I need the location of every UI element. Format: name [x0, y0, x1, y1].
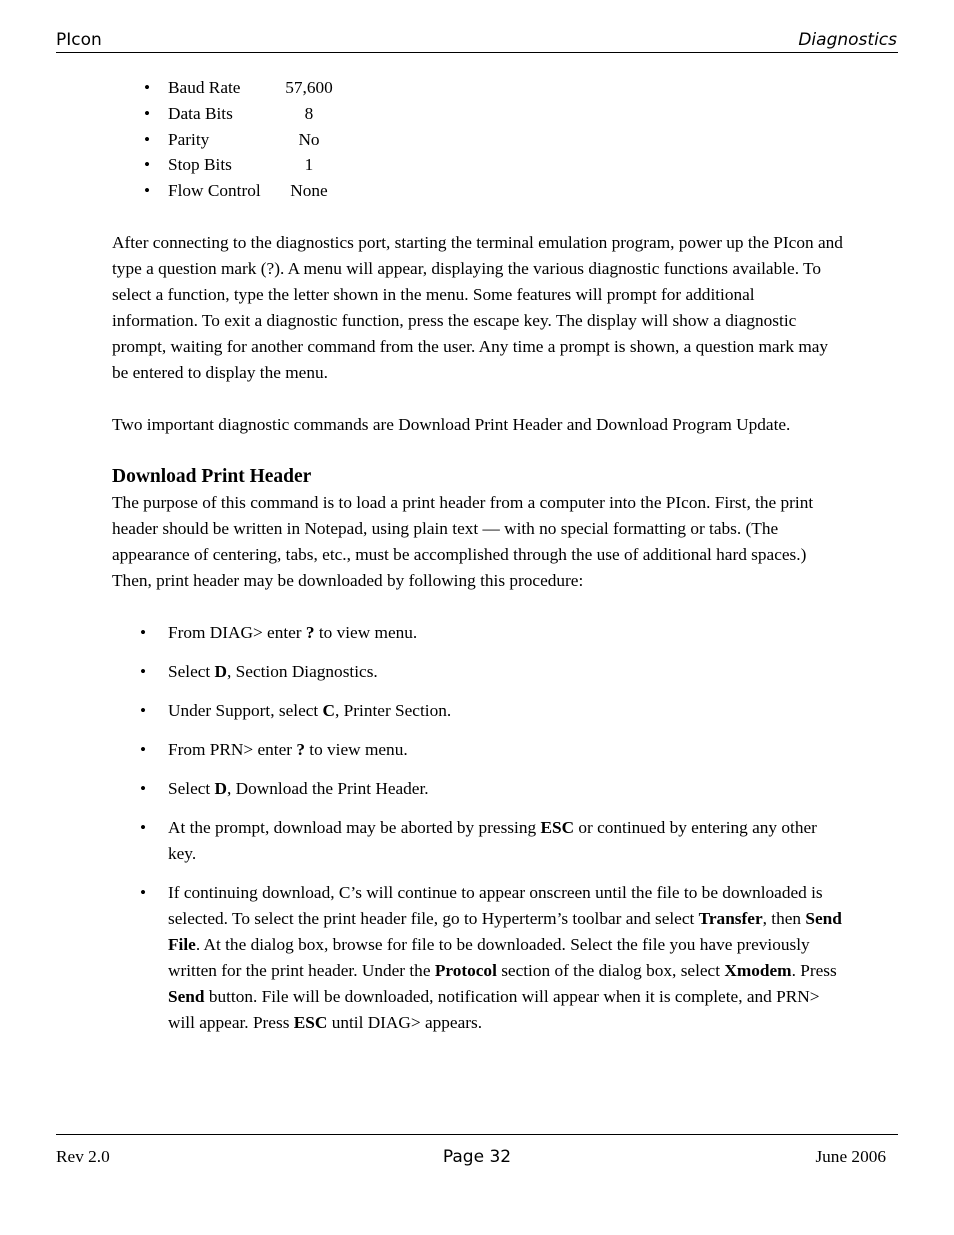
bullet-icon: • — [144, 181, 151, 201]
footer-page-number: Page 32 — [442, 1147, 512, 1167]
step-key: Protocol — [434, 960, 497, 980]
step-key: Send — [168, 986, 205, 1006]
step-text: , Section Diagnostics. — [227, 661, 378, 681]
list-item — [112, 776, 844, 802]
step-key: D — [214, 661, 228, 681]
list-item — [112, 880, 844, 1036]
bullet-icon: • — [140, 739, 147, 759]
step-text: section of the dialog box, select — [496, 960, 725, 980]
setting-value: No — [298, 129, 320, 149]
section-heading: Download Print Header — [112, 465, 312, 487]
bullet-icon: • — [144, 103, 151, 123]
step-key: Transfer — [698, 908, 763, 928]
spacer — [112, 204, 844, 230]
setting-key: Baud Rate — [168, 78, 241, 97]
setting-value: 8 — [304, 103, 314, 123]
header-section-name: Diagnostics — [798, 30, 897, 50]
step-key: C — [322, 700, 336, 720]
step-text: , Download the Print Header. — [227, 778, 429, 798]
setting-value: 1 — [304, 155, 314, 175]
step-key: ESC — [540, 817, 575, 837]
bullet-icon: • — [144, 129, 151, 149]
step-key: ? — [296, 739, 305, 759]
setting-key: Stop Bits — [168, 155, 232, 175]
step-text: From DIAG> enter — [168, 622, 306, 642]
setting-value: None — [290, 181, 328, 201]
list-item — [112, 659, 844, 685]
list-item — [112, 815, 844, 867]
list-item — [112, 127, 844, 153]
header-rule — [56, 52, 898, 53]
list-item — [112, 178, 844, 204]
intro-paragraph: After connecting to the diagnostics port, starting the terminal emulation program, power up the PIcon and type a question mark (?). A menu will appear, displaying the various diagnostic functions available. To select a function, type the letter shown in the menu. Some features will prompt for additional information. To exit a diagnostic function, press the escape key. The display will show a diagnostic prompt, waiting for another command from the user. Any time a prompt is shown, a question mark may be entered to display the menu. — [112, 232, 843, 382]
setting-key: Flow Control — [168, 181, 261, 201]
header-product-name: PIcon — [56, 30, 102, 50]
step-key: Xmodem — [724, 960, 792, 980]
step-key: D — [214, 778, 228, 798]
page-body — [112, 75, 844, 1049]
step-text: . At the dialog box, browse for file to be downloaded. Select the file you have previously written for the print header. Under the — [168, 934, 810, 980]
step-text: , Printer Section. — [335, 700, 452, 720]
step-text: until DIAG> appears. — [327, 1012, 483, 1032]
step-text: At the prompt, download may be aborted by pressing — [168, 817, 541, 837]
bullet-icon: • — [144, 78, 151, 97]
step-text: From PRN> enter — [168, 739, 297, 759]
bullet-icon: • — [140, 700, 147, 720]
serial-settings-list — [112, 75, 844, 204]
footer-rule — [56, 1134, 898, 1135]
step-text: button. File will be downloaded, notification will appear when it is complete, and PRN> will appear. Press — [168, 986, 820, 1032]
step-text: , then — [762, 908, 806, 928]
step-text: Select — [168, 661, 215, 681]
footer-date: June 2006 — [815, 1147, 886, 1166]
purpose-paragraph: The purpose of this command is to load a print header from a computer into the PIcon. First, the print header should be written in Notepad, using plain text — with no special formatting or tabs. (The appearance of centering, tabs, etc., must be accomplished through the use of additional hard spaces.) Then, print header may be downloaded by following this procedure: — [112, 492, 814, 590]
bullet-icon: • — [144, 155, 151, 175]
bullet-icon: • — [140, 778, 147, 798]
setting-key: Data Bits — [168, 103, 233, 123]
step-key: Send File — [168, 908, 842, 954]
procedure-list — [112, 620, 844, 1036]
bullet-icon: • — [140, 882, 147, 902]
footer-revision: Rev 2.0 — [56, 1147, 110, 1166]
spacer — [112, 594, 844, 620]
step-text: Under Support, select — [168, 700, 323, 720]
step-key: ? — [305, 622, 315, 642]
step-text: . Press — [791, 960, 837, 980]
step-text: to view menu. — [314, 622, 418, 642]
setting-value: 57,600 — [285, 78, 333, 97]
list-item — [112, 75, 844, 101]
list-item — [112, 620, 844, 646]
bullet-icon: • — [140, 661, 147, 681]
setting-key: Parity — [168, 129, 210, 149]
commands-paragraph: Two important diagnostic commands are Download Print Header and Download Program Update. — [112, 414, 791, 434]
step-text: If continuing download, C’s will continue to appear onscreen until the file to be downloaded is selected. To select the print header file, go to Hyperterm’s toolbar and select — [168, 882, 823, 928]
bullet-icon: • — [140, 817, 147, 837]
spacer — [112, 438, 844, 464]
list-item — [112, 737, 844, 763]
spacer — [112, 386, 844, 412]
step-text: or continued by entering any other key. — [168, 817, 817, 863]
step-key: ESC — [293, 1012, 328, 1032]
step-text: to view menu. — [304, 739, 408, 759]
list-item — [112, 152, 844, 178]
step-text: Select — [168, 778, 215, 798]
list-item — [112, 101, 844, 127]
bullet-icon: • — [140, 622, 147, 642]
list-item — [112, 698, 844, 724]
